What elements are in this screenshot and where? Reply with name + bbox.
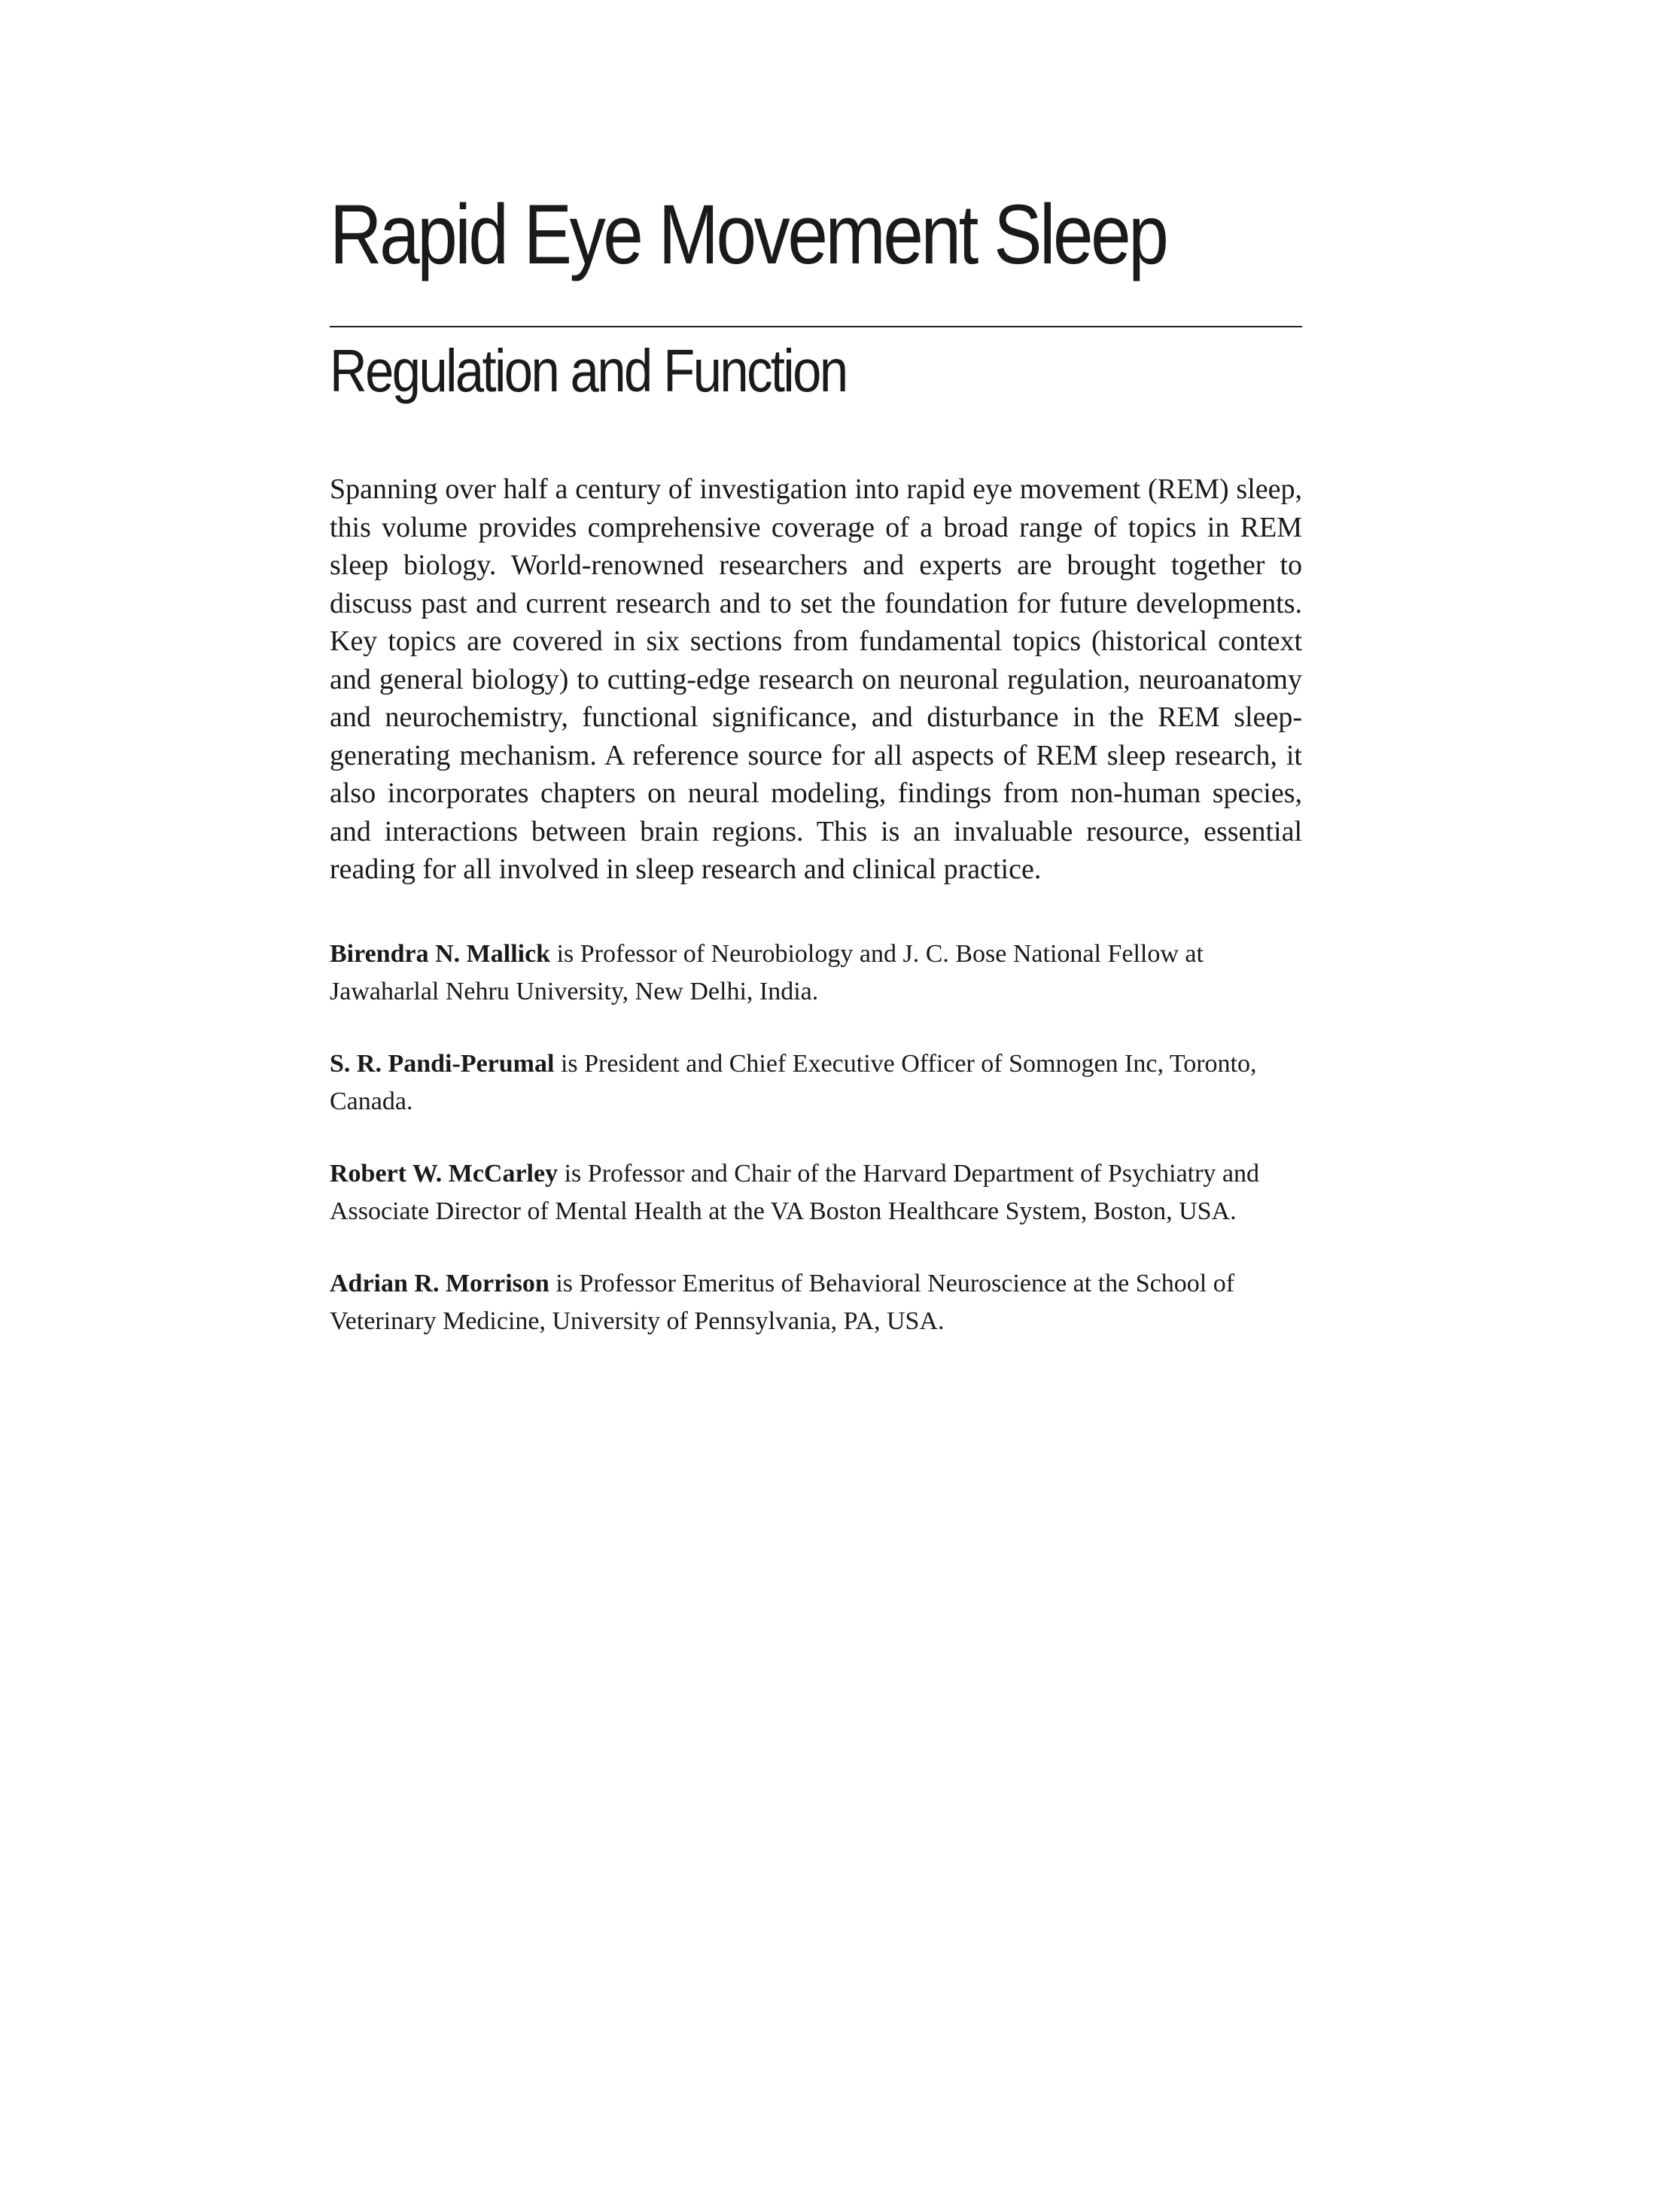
book-title: Rapid Eye Movement Sleep <box>330 187 1167 281</box>
editor-bio-text: is Professor of Neurobiology and J. C. Bose National Fellow at Jawaharlal Nehru University, New Delhi, India. <box>330 939 1204 1005</box>
editor-bio <box>330 1155 1295 1230</box>
editor-bio-text: is President and Chief Executive Officer of Somnogen Inc, Toronto, Canada. <box>330 1049 1257 1115</box>
editor-bio <box>330 935 1295 1011</box>
book-subtitle: Regulation and Function <box>330 337 847 405</box>
editor-bio-text: is Professor Emeritus of Behavioral Neuroscience at the School of Veterinary Medicine, University of Pennsylvania, PA, USA. <box>330 1269 1235 1335</box>
editor-name: S. R. Pandi-Perumal <box>330 1049 555 1078</box>
editor-name: Adrian R. Morrison <box>330 1269 549 1297</box>
editor-bio <box>330 1265 1295 1340</box>
cover-page <box>330 188 1302 1375</box>
editor-name: Robert W. McCarley <box>330 1159 558 1188</box>
book-description: Spanning over half a century of investigation into rapid eye movement (REM) sleep, this volume provides comprehensive coverage of a broad range of topics in REM sleep biology. World-renowned researchers and experts are brought together to discuss past and current research and to set the foundation for future developments. Key topics are covered in six sections from fundamental topics (historical context and general biology) to cutting-edge research on neuronal regulation, neuroanatomy and neurochemistry, functional significance, and disturbance in the REM sleep-generating mechanism. A reference source for all aspects of REM sleep research, it also incorporates chapters on neural modeling, findings from non-human species, and interactions between brain regions. This is an invaluable resource, essential reading for all involved in sleep research and clinical practice. <box>330 473 1302 886</box>
editor-name: Birendra N. Mallick <box>330 939 551 968</box>
title-divider <box>330 326 1302 327</box>
editor-bios <box>330 935 1302 1340</box>
editor-bio-text: is Professor and Chair of the Harvard Department of Psychiatry and Associate Director of Mental Health at the VA Boston Healthcare System, Boston, USA. <box>330 1159 1260 1225</box>
editor-bio <box>330 1045 1295 1121</box>
